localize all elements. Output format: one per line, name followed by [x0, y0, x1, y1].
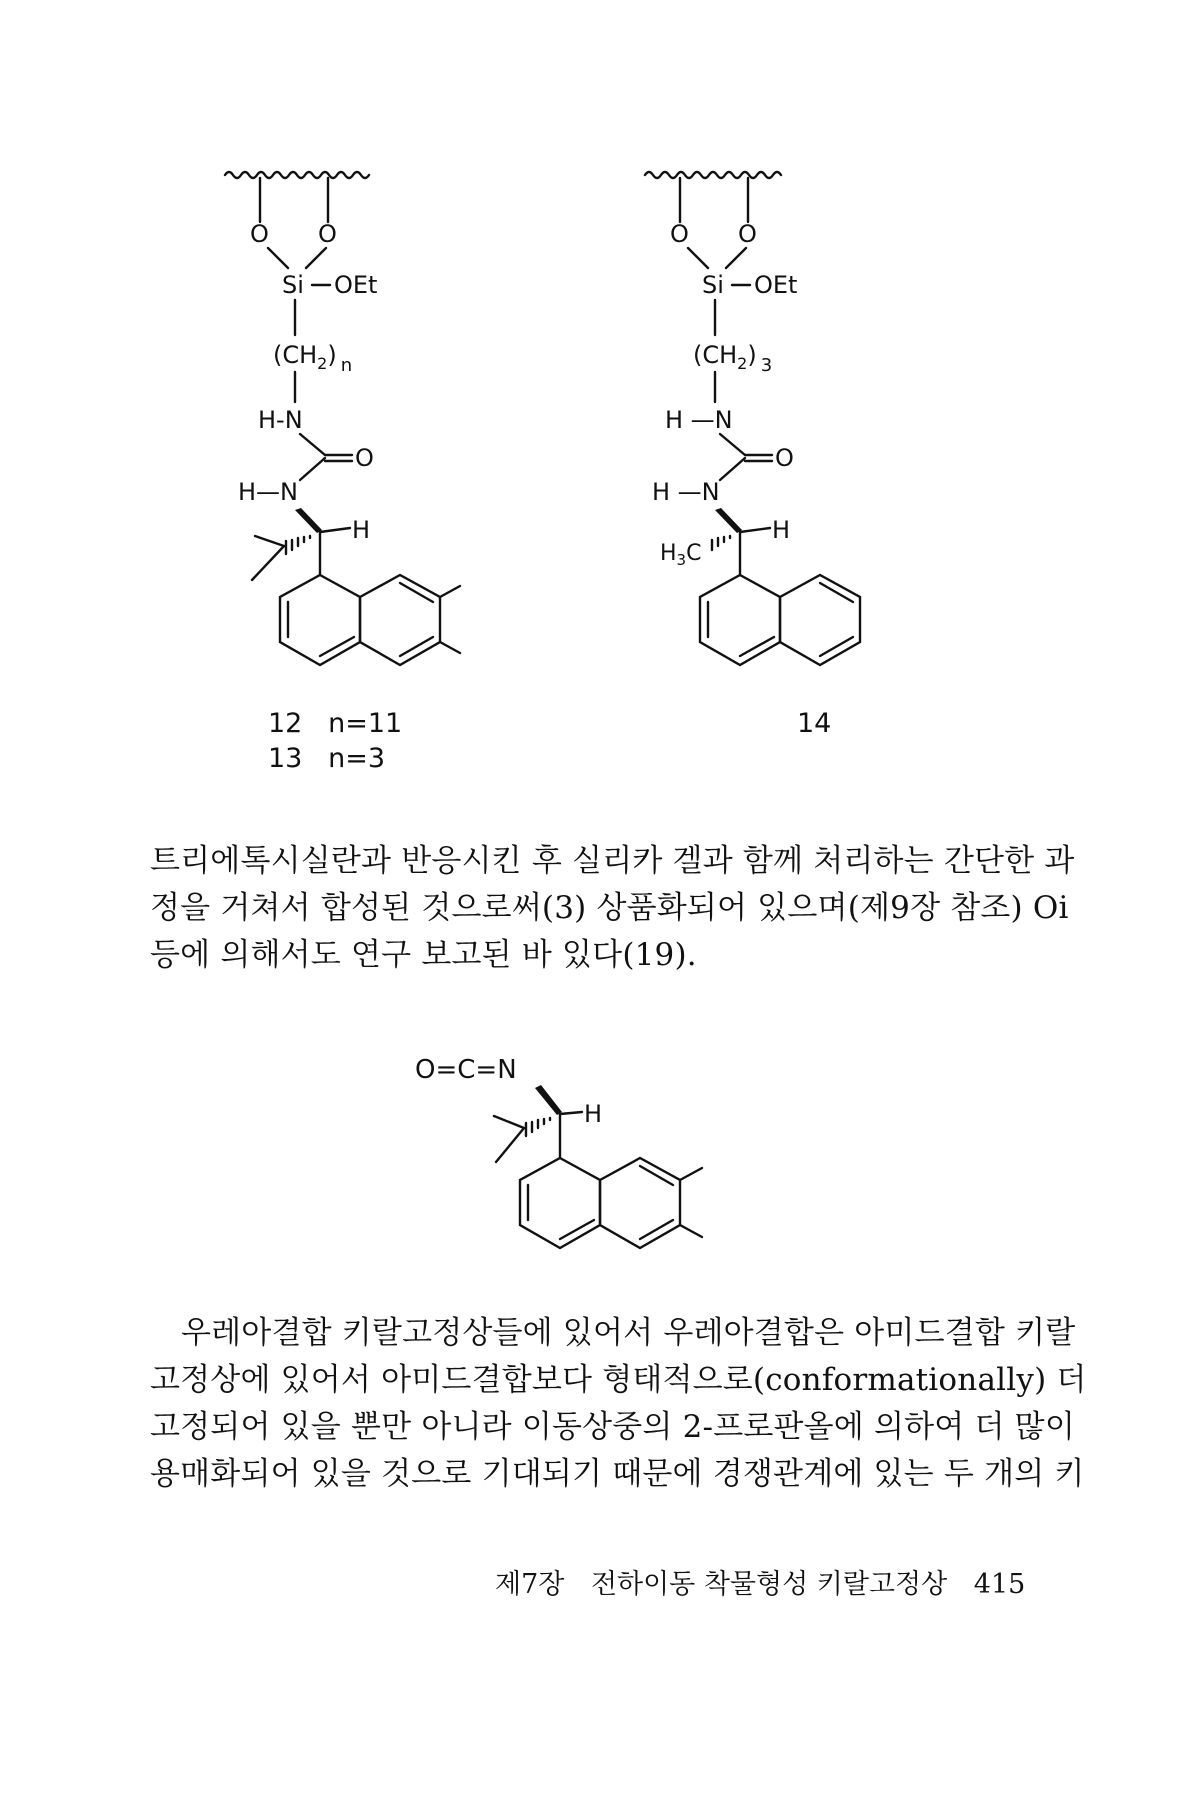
compound-label-12: 12 n=11: [268, 708, 403, 739]
footer-chapter: 제7장: [495, 1569, 565, 1600]
page-footer: [495, 1562, 1043, 1601]
stereo-wedge-bond: [535, 1085, 562, 1115]
hashed-bond: [526, 1118, 550, 1136]
silica-surface-wavy-line: [225, 172, 369, 178]
carbonyl-oxygen-label: O: [355, 444, 374, 472]
oxygen-left-label: O: [670, 220, 689, 248]
paragraph-line: 트리에톡시실란과 반응시킨 후 실리카 겔과 함께 처리하는 간단한 과: [150, 843, 1075, 879]
stereo-h-label: H: [352, 516, 371, 544]
compound-label-14: 14: [797, 708, 832, 739]
paragraph-line: 고정상에 있어서 아미드결합보다 형태적으로(conformationally) 더: [150, 1362, 1087, 1398]
paragraph-line: 정을 거쳐서 합성된 것으로써(3) 상품화되어 있으며(제9장 참조) Oi: [150, 890, 1069, 926]
naphthalene-ring-right: [360, 575, 440, 665]
naphthalene-ring-right: [780, 575, 860, 665]
hashed-bond: [286, 536, 310, 554]
paragraph-line: 우레아결합 키랄고정상들에 있어서 우레아결합은 아미드결합 키랄: [181, 1315, 1076, 1351]
paragraph-line: 고정되어 있을 뿐만 아니라 이동상중의 2-프로판올에 의하여 더 많이: [150, 1409, 1075, 1445]
ethoxy-label: OEt: [334, 271, 378, 299]
oxygen-right-label: O: [318, 220, 337, 248]
paragraph-line: 등에 의해서도 연구 보고된 바 있다(19).: [150, 937, 697, 973]
amine-lower-label: H—N: [238, 478, 298, 506]
ethoxy-label: OEt: [754, 271, 798, 299]
structure-12-13: [200, 150, 520, 760]
stereo-wedge-bond: [295, 508, 322, 533]
stereo-h-label: H: [772, 516, 791, 544]
amine-upper-label: H —N: [665, 406, 733, 434]
oxygen-right-label: O: [738, 220, 757, 248]
naphthalene-ring-left: [700, 575, 780, 665]
carbonyl-oxygen-label: O: [775, 444, 794, 472]
paragraph-line: 용매화되어 있을 것으로 기대되기 때문에 경쟁관계에 있는 두 개의 키: [150, 1456, 1085, 1492]
page-number: 415: [973, 1569, 1026, 1600]
paragraph-2: [150, 1310, 1087, 1498]
structure-isocyanate: [410, 1040, 740, 1290]
structure-14: [620, 150, 920, 760]
naphthalene-ring-right: [600, 1158, 680, 1248]
oxygen-left-label: O: [250, 220, 269, 248]
naphthalene-ring-left: [280, 575, 360, 665]
stereo-wedge-bond: [715, 508, 742, 533]
amine-lower-label: H —N: [652, 478, 720, 506]
chain-label: $(CH_2)$ $_n$: [273, 341, 353, 376]
silicon-label: Si: [702, 271, 724, 299]
hashed-bond: [712, 536, 730, 550]
compound-label-13: 13 n=3: [268, 743, 386, 774]
footer-chapter-title: 전하이동 착물형성 키랄고정상: [590, 1569, 948, 1600]
naphthalene-ring-left: [520, 1158, 600, 1248]
isocyanate-label: O=C=N: [415, 1055, 517, 1085]
methyl-label: $H_3C$: [660, 541, 702, 569]
amine-upper-label: H-N: [258, 406, 303, 434]
silicon-label: Si: [282, 271, 304, 299]
chain-label: $(CH_2)$ $_3$: [693, 341, 773, 376]
silica-surface-wavy-line: [645, 172, 781, 178]
paragraph-1: [150, 838, 1075, 979]
stereo-h-label: H: [584, 1100, 603, 1128]
